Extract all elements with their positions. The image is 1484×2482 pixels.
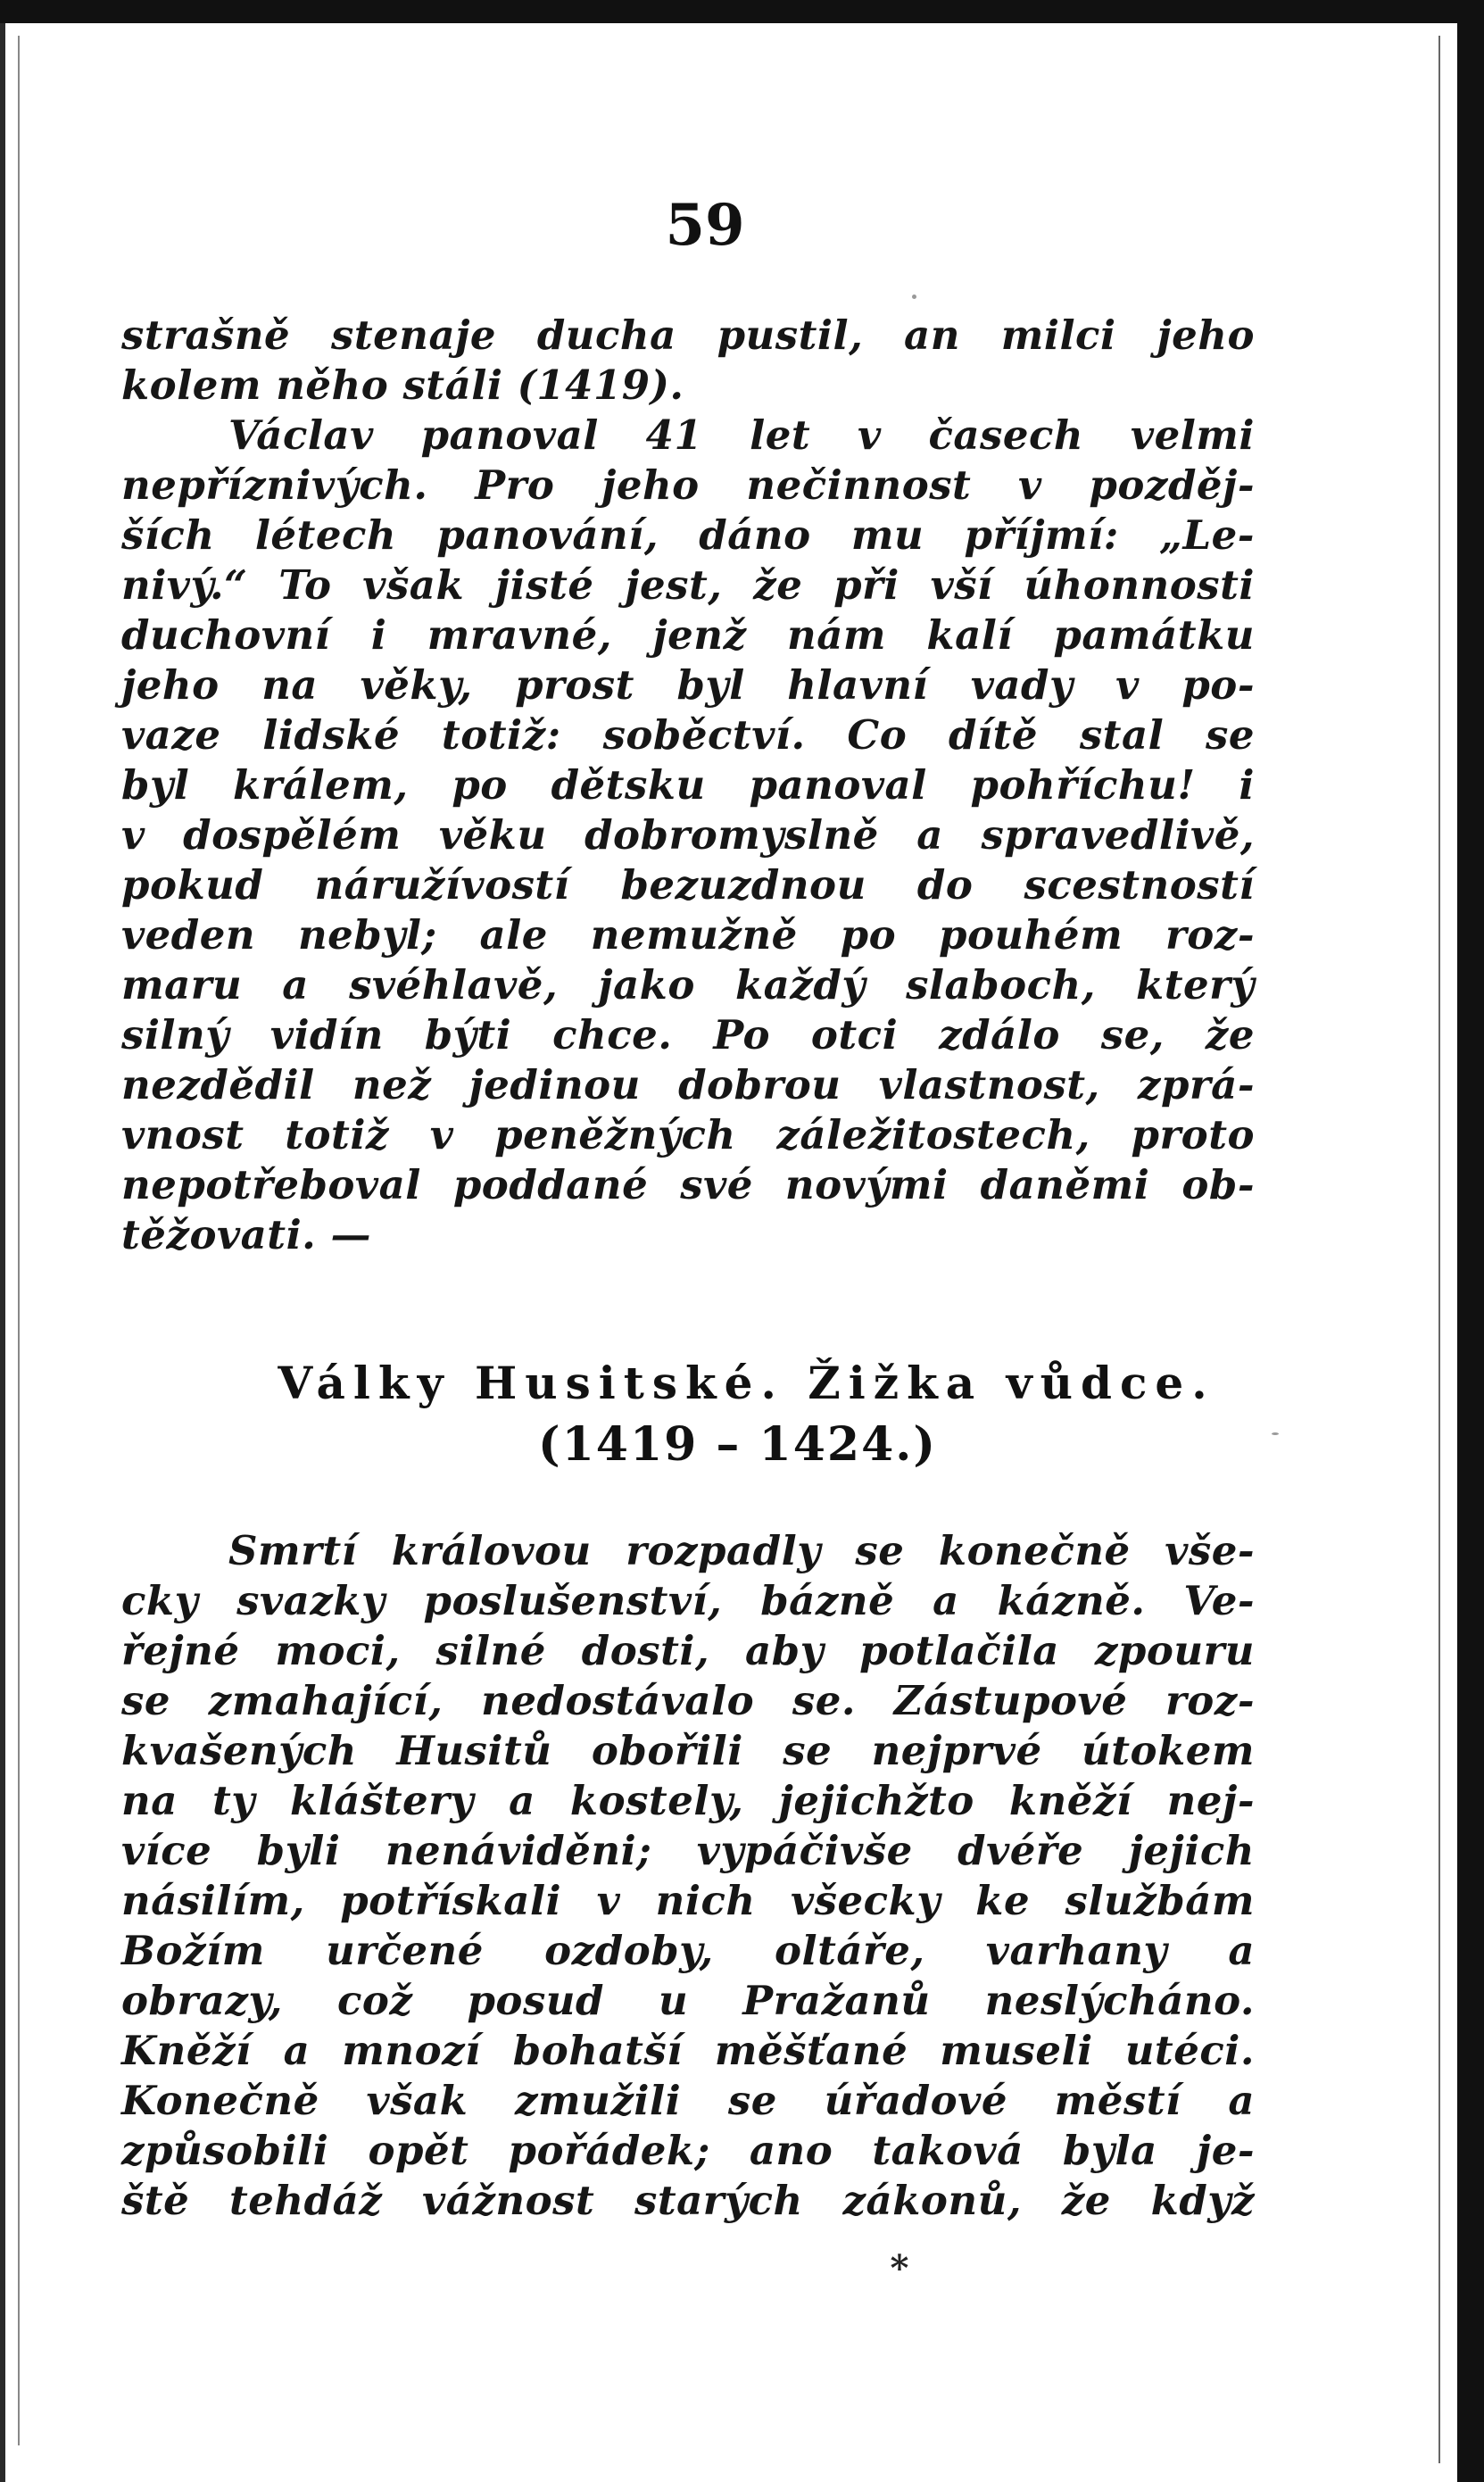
text-line: vaze lidské totiž: soběctví. Co dítě stal se — [121, 711, 1255, 759]
speck — [912, 295, 916, 299]
text-line: strašně stenaje ducha pustil, an milci jeho — [121, 311, 1255, 359]
signature-mark: * — [890, 2247, 909, 2289]
text-line: v dospělém věku dobromyslně a spravedlivě, — [121, 811, 1255, 859]
page-number: 59 — [665, 192, 745, 259]
text-line: Smrtí královou rozpadly se konečně vše- — [228, 1527, 1255, 1574]
text-line: obrazy, což posud u Pražanů neslýcháno. — [121, 1977, 1255, 2024]
scan-border-top — [0, 0, 1484, 23]
paragraph-1 — [121, 311, 1255, 1260]
page-edge-right — [1438, 36, 1440, 2463]
page-edge-left — [18, 36, 20, 2445]
text-line: duchovní i mravné, jenž nám kalí památku — [121, 611, 1255, 659]
text-line: násilím, potřískali v nich všecky ke službám — [121, 1877, 1255, 1924]
paragraph-2 — [121, 1526, 1255, 2226]
scan-border-left — [0, 23, 5, 2482]
text-line: nepříznivých. Pro jeho nečinnost v pozděj- — [121, 461, 1255, 509]
text-line: řejné moci, silné dosti, aby potlačila zpouru — [121, 1627, 1255, 1674]
text-line: nepotřeboval poddané své novými daněmi ob- — [121, 1161, 1255, 1208]
text-line: nivý.“ To však jisté jest, že při vší úhonnosti — [121, 561, 1255, 609]
text-line: více byli nenáviděni; vypáčivše dvéře jejich — [121, 1827, 1255, 1874]
text-line: byl králem, po dětsku panoval pohříchu! i — [121, 761, 1255, 809]
text-line: silný vidín býti chce. Po otci zdálo se, že — [121, 1011, 1255, 1058]
text-line: Václav panoval 41 let v časech velmi — [228, 411, 1255, 459]
text-line: způsobili opět pořádek; ano taková byla je- — [121, 2127, 1255, 2174]
text-line: Božím určené ozdoby, oltáře, varhany a — [121, 1927, 1255, 1974]
text-line: kvašených Husitů obořili se nejprvé útokem — [121, 1727, 1255, 1774]
text-line: pokud náružívostí bezuzdnou do scestností — [121, 861, 1255, 909]
text-line: cky svazky poslušenství, bázně a kázně. Ve- — [121, 1577, 1255, 1624]
text-line: jeho na věky, prost byl hlavní vady v po- — [121, 661, 1255, 709]
text-line: ště tehdáž vážnost starých zákonů, že když — [121, 2177, 1255, 2224]
scan-border-right — [1457, 0, 1484, 2482]
text-line: veden nebyl; ale nemužně po pouhém roz- — [121, 911, 1255, 959]
text-line: Konečně však zmužili se úřadové městí a — [121, 2077, 1255, 2124]
section-heading-title: Války Husitské. Žižka vůdce. — [278, 1357, 1215, 1409]
text-line: kolem něho stáli (1419). — [121, 361, 684, 409]
text-line: na ty kláštery a kostely, jejichžto kněží nej- — [121, 1777, 1255, 1824]
section-heading-years: (1419 – 1424.) — [538, 1417, 937, 1472]
text-line: ších létech panování, dáno mu příjmí: „Le- — [121, 511, 1255, 559]
text-line: maru a svéhlavě, jako každý slaboch, který — [121, 961, 1255, 1009]
text-line: vnost totiž v peněžných záležitostech, proto — [121, 1111, 1255, 1158]
text-line: nezdědil než jedinou dobrou vlastnost, zprá- — [121, 1061, 1255, 1108]
text-line: těžovati. — — [121, 1211, 372, 1258]
text-line: se zmahající, nedostávalo se. Zástupové roz- — [121, 1677, 1255, 1724]
text-line: Kněží a mnozí bohatší měšťané museli utéci. — [121, 2027, 1255, 2074]
